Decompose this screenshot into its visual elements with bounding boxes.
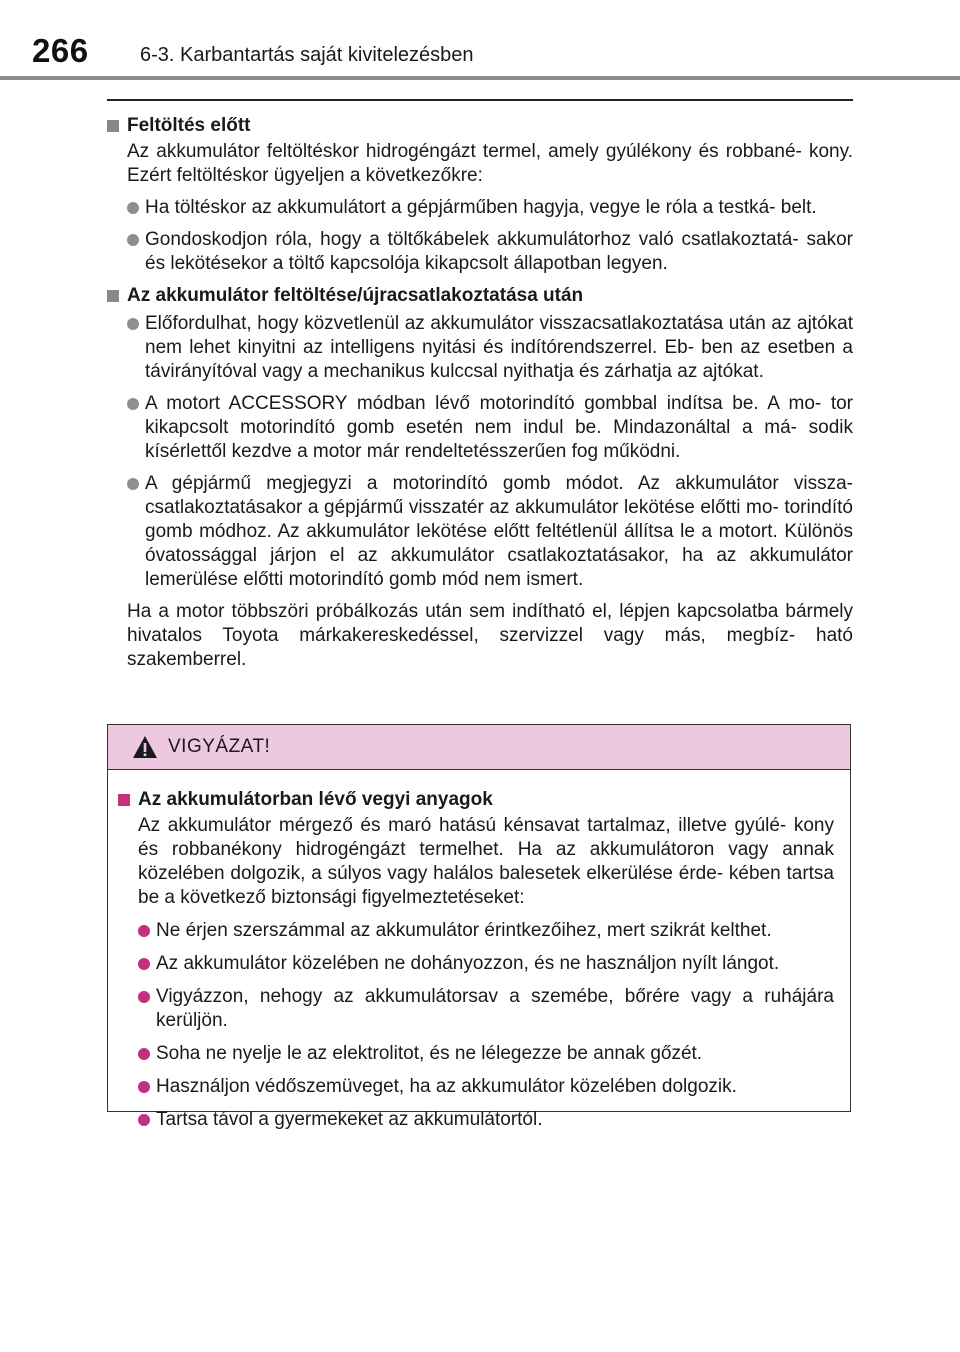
section-heading: [107, 114, 853, 138]
list-item-text: Használjon védőszemüveget, ha az akkumulátor közelében dolgozik.: [156, 1076, 737, 1097]
list-item-text: Vigyázzon, nehogy az akkumulátorsav a szemébe, bőrére vagy a ruhájára kerüljön.: [156, 986, 834, 1031]
round-bullet-icon: [138, 958, 150, 970]
section-heading-text: Feltöltés előtt: [127, 115, 251, 136]
round-bullet-icon: [138, 1081, 150, 1093]
warning-header: [108, 725, 850, 770]
warning-list-item: [138, 985, 834, 1033]
warning-list-item: [138, 1108, 834, 1132]
warning-label: VIGYÁZAT!: [168, 736, 271, 757]
warning-list-item: [138, 1042, 834, 1066]
list-item: [127, 228, 853, 276]
warning-heading-text: Az akkumulátorban lévő vegyi anyagok: [138, 789, 493, 810]
list-item-text: Előfordulhat, hogy közvetlenül az akkumulátor visszacsatlakoztatása után az ajtókat nem lehet kinyitni az intelligens nyitási és indítórendszerrel. Eb- ben az esetben a távirányítóval vagy a mechanikus kulccsal nyithatja és zárhatja az ajtókat.: [145, 313, 853, 382]
section-heading: [107, 284, 853, 308]
warning-list-item: [138, 919, 834, 943]
round-bullet-icon: [127, 398, 139, 410]
list-item-text: A motort ACCESSORY módban lévő motorindító gombbal indítsa be. A mo- tor kikapcsolt motorindító gomb esetén nem indul be. Mindazonáltal a má- sodik kísérlettől kezdve a motor már rendeltetésszerűen fog működni.: [145, 393, 853, 462]
page-header: [0, 0, 960, 80]
round-bullet-icon: [127, 318, 139, 330]
warning-box: [107, 724, 851, 1130]
section-heading-text: Az akkumulátor feltöltése/újracsatlakoztatása után: [127, 285, 584, 306]
header-rule: [0, 76, 960, 80]
round-bullet-icon: [138, 925, 150, 937]
square-bullet-icon: [107, 290, 119, 302]
round-bullet-icon: [138, 1114, 150, 1126]
list-item: [127, 392, 853, 464]
list-item-text: Gondoskodjon róla, hogy a töltőkábelek akkumulátorhoz való csatlakoztatá- sakor és lekötésekor a töltő kapcsolója kikapcsolt állapotban legyen.: [145, 229, 853, 274]
list-item: [127, 312, 853, 384]
square-bullet-icon: [107, 120, 119, 132]
warning-heading: [118, 788, 834, 812]
page-number: 266: [32, 32, 89, 69]
list-item-text: Ha töltéskor az akkumulátort a gépjárműben hagyja, vegye le róla a testká- belt.: [145, 197, 817, 218]
paragraph: Ha a motor többszöri próbálkozás után sem indítható el, lépjen kapcsolatba bármely hivatalos Toyota márkakereskedéssel, szervizzel vagy más, megbíz- ható szakemberrel.: [127, 601, 853, 670]
round-bullet-icon: [138, 1048, 150, 1060]
list-item: [127, 196, 853, 220]
paragraph: Az akkumulátor feltöltéskor hidrogéngázt termel, amely gyúlékony és robbané- kony. Ezért feltöltéskor ügyeljen a következőkre:: [127, 141, 853, 186]
main-content: [107, 106, 853, 672]
content-top-rule: [107, 99, 853, 101]
round-bullet-icon: [138, 991, 150, 1003]
list-item-text: Soha ne nyelje le az elektrolitot, és ne lélegezze be annak gőzét.: [156, 1043, 703, 1064]
list-item-text: Ne érjen szerszámmal az akkumulátor érintkezőihez, mert szikrát kelthet.: [156, 920, 772, 941]
list-item-text: Tartsa távol a gyermekeket az akkumulátortól.: [156, 1109, 543, 1130]
warning-list-item: [138, 1075, 834, 1099]
round-bullet-icon: [127, 202, 139, 214]
list-item: [127, 472, 853, 592]
square-bullet-icon: [118, 794, 130, 806]
round-bullet-icon: [127, 478, 139, 490]
list-item-text: A gépjármű megjegyzi a motorindító gomb módot. Az akkumulátor vissza- csatlakoztatásakor a gépjármű visszatér az akkumulátor lekötése előtti mo- torindító gomb módhoz. Az akkumulátor lekötése előtt feltétlenül állítsa le a motort. Különös óvatossággal járjon el az akkumulátor csatlakoztatásakor, ha az akkumulátor lemerülése előtti motorindító gomb mód nem ismert.: [145, 473, 853, 590]
round-bullet-icon: [127, 234, 139, 246]
warning-paragraph: Az akkumulátor mérgező és maró hatású kénsavat tartalmaz, illetve gyúlé- kony és robbanékony hidrogéngázt termelhet. Ha az akkumulátoron vagy annak közelében dolgozik, a súlyos vagy halálos balesetek elkerülése érde- kében tartsa be a következő biztonsági figyelmeztetéseket:: [138, 815, 834, 908]
list-item-text: Az akkumulátor közelében ne dohányozzon, és ne használjon nyílt lángot.: [156, 953, 780, 974]
warning-list-item: [138, 952, 834, 976]
warning-triangle-icon: [132, 735, 158, 759]
section-title: 6-3. Karbantartás saját kivitelezésben: [140, 44, 474, 66]
warning-body: [108, 770, 850, 1132]
